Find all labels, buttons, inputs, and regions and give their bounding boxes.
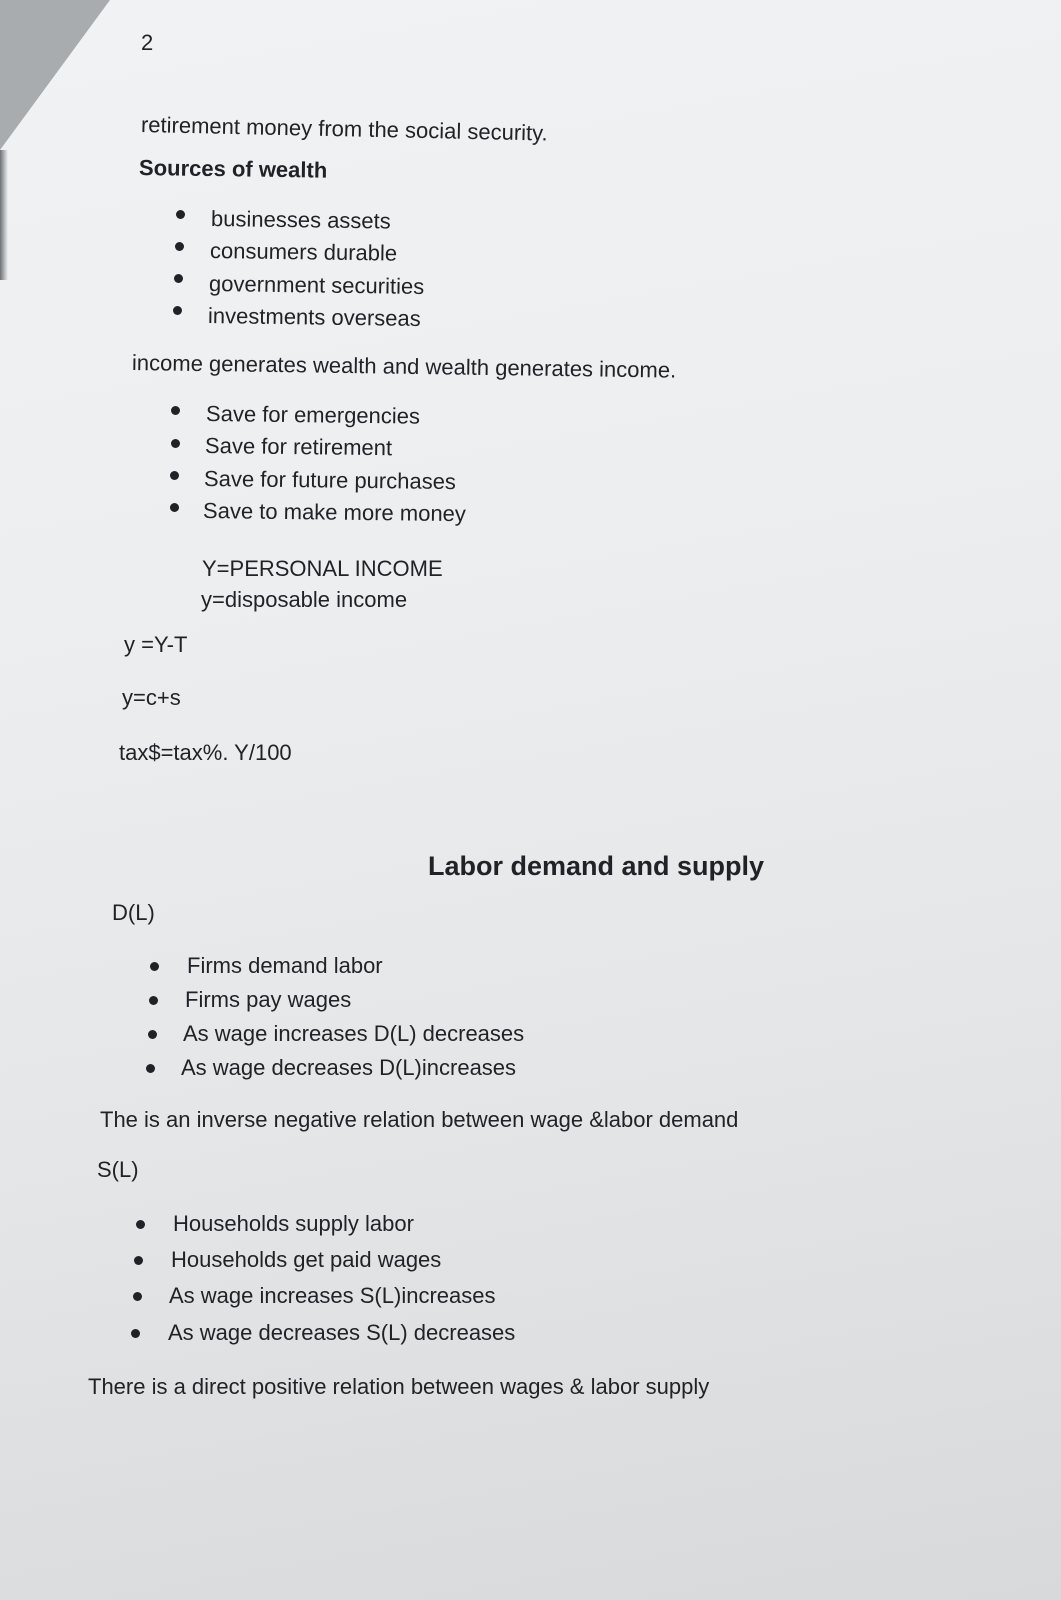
bullet-icon bbox=[171, 439, 180, 448]
list-item-text: Firms demand labor bbox=[187, 953, 383, 978]
bullet-icon bbox=[170, 503, 179, 512]
bullet-icon bbox=[176, 210, 185, 219]
page-number: 2 bbox=[141, 30, 154, 55]
list-item-text: Save for retirement bbox=[204, 433, 393, 461]
list-item-text: As wage decreases S(L) decreases bbox=[168, 1320, 516, 1345]
list-item-text: As wage increases S(L)increases bbox=[169, 1283, 496, 1308]
list-item-text: Save to make more money bbox=[202, 498, 467, 527]
labor-demand-label: D(L) bbox=[112, 900, 155, 925]
definition-disposable-income: y=disposable income bbox=[201, 587, 408, 612]
bullet-icon bbox=[170, 471, 179, 480]
labor-heading: Labor demand and supply bbox=[428, 851, 765, 881]
bullet-icon bbox=[148, 1030, 157, 1039]
list-item-text: As wage increases D(L) decreases bbox=[183, 1021, 525, 1046]
income-statement: income generates wealth and wealth generates income. bbox=[131, 350, 677, 383]
bullet-icon bbox=[134, 1256, 143, 1265]
labor-demand-conclusion: The is an inverse negative relation between wage &labor demand bbox=[100, 1107, 739, 1132]
list-item-text: Save for future purchases bbox=[203, 466, 457, 495]
list-item-text: Save for emergencies bbox=[205, 401, 421, 429]
list-item-text: Firms pay wages bbox=[185, 987, 352, 1012]
wealth-heading: Sources of wealth bbox=[138, 155, 328, 183]
page-corner-fold bbox=[0, 0, 110, 150]
bullet-icon bbox=[173, 306, 182, 315]
intro-line: retirement money from the social security. bbox=[140, 112, 548, 146]
bullet-icon bbox=[133, 1292, 142, 1301]
list-item-text: Households supply labor bbox=[173, 1211, 414, 1236]
bullet-icon bbox=[149, 996, 158, 1005]
bullet-icon bbox=[174, 274, 183, 283]
bullet-icon bbox=[131, 1329, 140, 1338]
bullet-icon bbox=[136, 1220, 145, 1229]
bullet-icon bbox=[146, 1064, 155, 1073]
formula-tax: tax$=tax%. Y/100 bbox=[119, 740, 292, 765]
list-item-text: investments overseas bbox=[207, 303, 421, 331]
definition-personal-income: Y=PERSONAL INCOME bbox=[202, 556, 443, 581]
list-item-text: consumers durable bbox=[209, 238, 398, 266]
list-item-text: As wage decreases D(L)increases bbox=[181, 1055, 517, 1080]
bullet-icon bbox=[150, 962, 159, 971]
bullet-icon bbox=[175, 242, 184, 251]
list-item-text: government securities bbox=[208, 271, 425, 300]
list-item-text: Households get paid wages bbox=[171, 1247, 442, 1272]
labor-supply-label: S(L) bbox=[97, 1157, 139, 1182]
list-item-text: businesses assets bbox=[210, 206, 391, 234]
page-edge-shadow bbox=[0, 150, 8, 280]
formula-disposable-income: y =Y-T bbox=[124, 632, 188, 657]
bullet-icon bbox=[171, 406, 180, 415]
formula-consumption-saving: y=c+s bbox=[122, 685, 181, 710]
labor-supply-conclusion: There is a direct positive relation between wages & labor supply bbox=[88, 1374, 710, 1399]
